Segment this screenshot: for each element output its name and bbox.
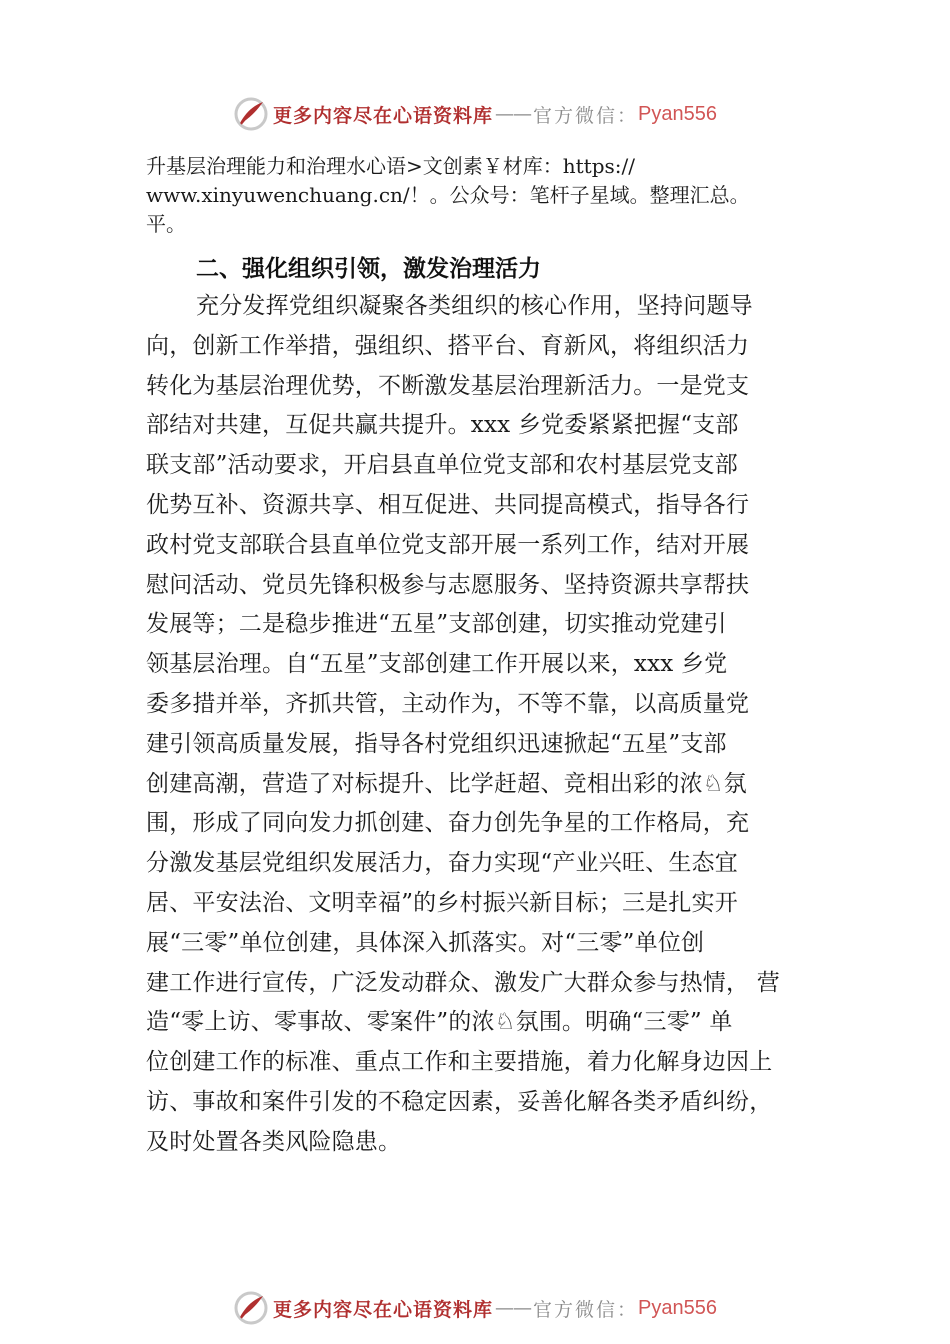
body-line: 位创建工作的标准、重点工作和主要措施，着力化解身边因上	[146, 1049, 773, 1076]
top-line: 升基层治理能力和治理水心语>文创素￥材库：https://	[146, 154, 635, 178]
document-body	[146, 152, 826, 1163]
body-line: 委多措并举，齐抓共管，主动作为，不等不靠，以高质量党	[146, 690, 750, 717]
banner-wechat-id: Pyan556	[638, 102, 717, 125]
banner-title: 更多内容尽在心语资料库	[273, 1298, 494, 1321]
body-line: 转化为基层治理优势，不断激发基层治理新活力。一是党支	[146, 372, 750, 399]
body-line: 慰问活动、党员先锋积极参与志愿服务、坚持资源共享帮扶	[146, 571, 750, 598]
top-line: 平。	[146, 212, 186, 236]
header-banner	[0, 94, 950, 134]
body-line: 领基层治理。自“五星”支部创建工作开展以来，xxx 乡党	[146, 651, 728, 678]
body-line: 联支部”活动要求，开启县直单位党支部和农村基层党支部	[146, 452, 738, 479]
body-line: 围，形成了同向发力抓创建、奋力创先争星的工作格局，充	[146, 810, 750, 837]
body-line: 造“零上访、零事故、零案件”的浓♘氛围。明确“三零” 单	[146, 1009, 733, 1036]
body-line: 政村党支部联合县直单位党支部开展一系列工作，结对开展	[146, 531, 750, 558]
top-paragraph	[146, 152, 826, 239]
banner-wechat-id: Pyan556	[638, 1296, 717, 1319]
body-line: 部结对共建，互促共赢共提升。xxx 乡党委紧紧把握“支部	[146, 412, 739, 439]
section-heading: 二、强化组织引领，激发治理活力	[196, 255, 541, 281]
body-line: 建引领高质量发展，指导各村党组织迅速掀起“五星”支部	[146, 730, 727, 757]
banner-wechat-label: 官方微信：	[533, 104, 639, 127]
quill-logo-icon	[233, 96, 269, 132]
body-line: 分激发基层党组织发展活力，奋力实现“产业兴旺、生态宜	[146, 850, 738, 877]
body-line: 展“三零”单位创建，具体深入抓落实。对“三零”单位创	[146, 929, 705, 956]
body-line: 优势互补、资源共享、相互促进、共同提高模式，指导各行	[146, 491, 750, 518]
banner-wechat-label: 官方微信：	[533, 1298, 639, 1321]
banner-title: 更多内容尽在心语资料库	[273, 104, 494, 127]
body-line: 访、事故和案件引发的不稳定因素，妥善化解各类矛盾纠纷，	[146, 1088, 773, 1115]
body-line: 建工作进行宣传，广泛发动群众、激发广大群众参与热情， 营	[146, 969, 780, 996]
quill-logo-icon	[233, 1290, 269, 1326]
footer-banner	[0, 1288, 950, 1328]
body-paragraph	[146, 287, 826, 1163]
banner-separator: ——	[495, 1297, 532, 1319]
body-line: 居、平安法治、文明幸福”的乡村振兴新目标；三是扎实开	[146, 889, 738, 916]
body-line: 充分发挥党组织凝聚各类组织的核心作用，坚持问题导	[196, 293, 753, 319]
body-line: 发展等；二是稳步推进“五星”支部创建，切实推动党建引	[146, 611, 727, 638]
body-line: 向，创新工作举措，强组织、搭平台、育新风，将组织活力	[146, 332, 750, 359]
top-line-url: www.xinyuwenchuang.cn/！。公众号：笔杆子星域。整理汇总。	[146, 183, 750, 207]
body-line: 创建高潮，营造了对标提升、比学赶超、竞相出彩的浓♘氛	[146, 770, 747, 797]
body-line: 及时处置各类风险隐患。	[146, 1128, 402, 1155]
banner-separator: ——	[495, 103, 532, 125]
